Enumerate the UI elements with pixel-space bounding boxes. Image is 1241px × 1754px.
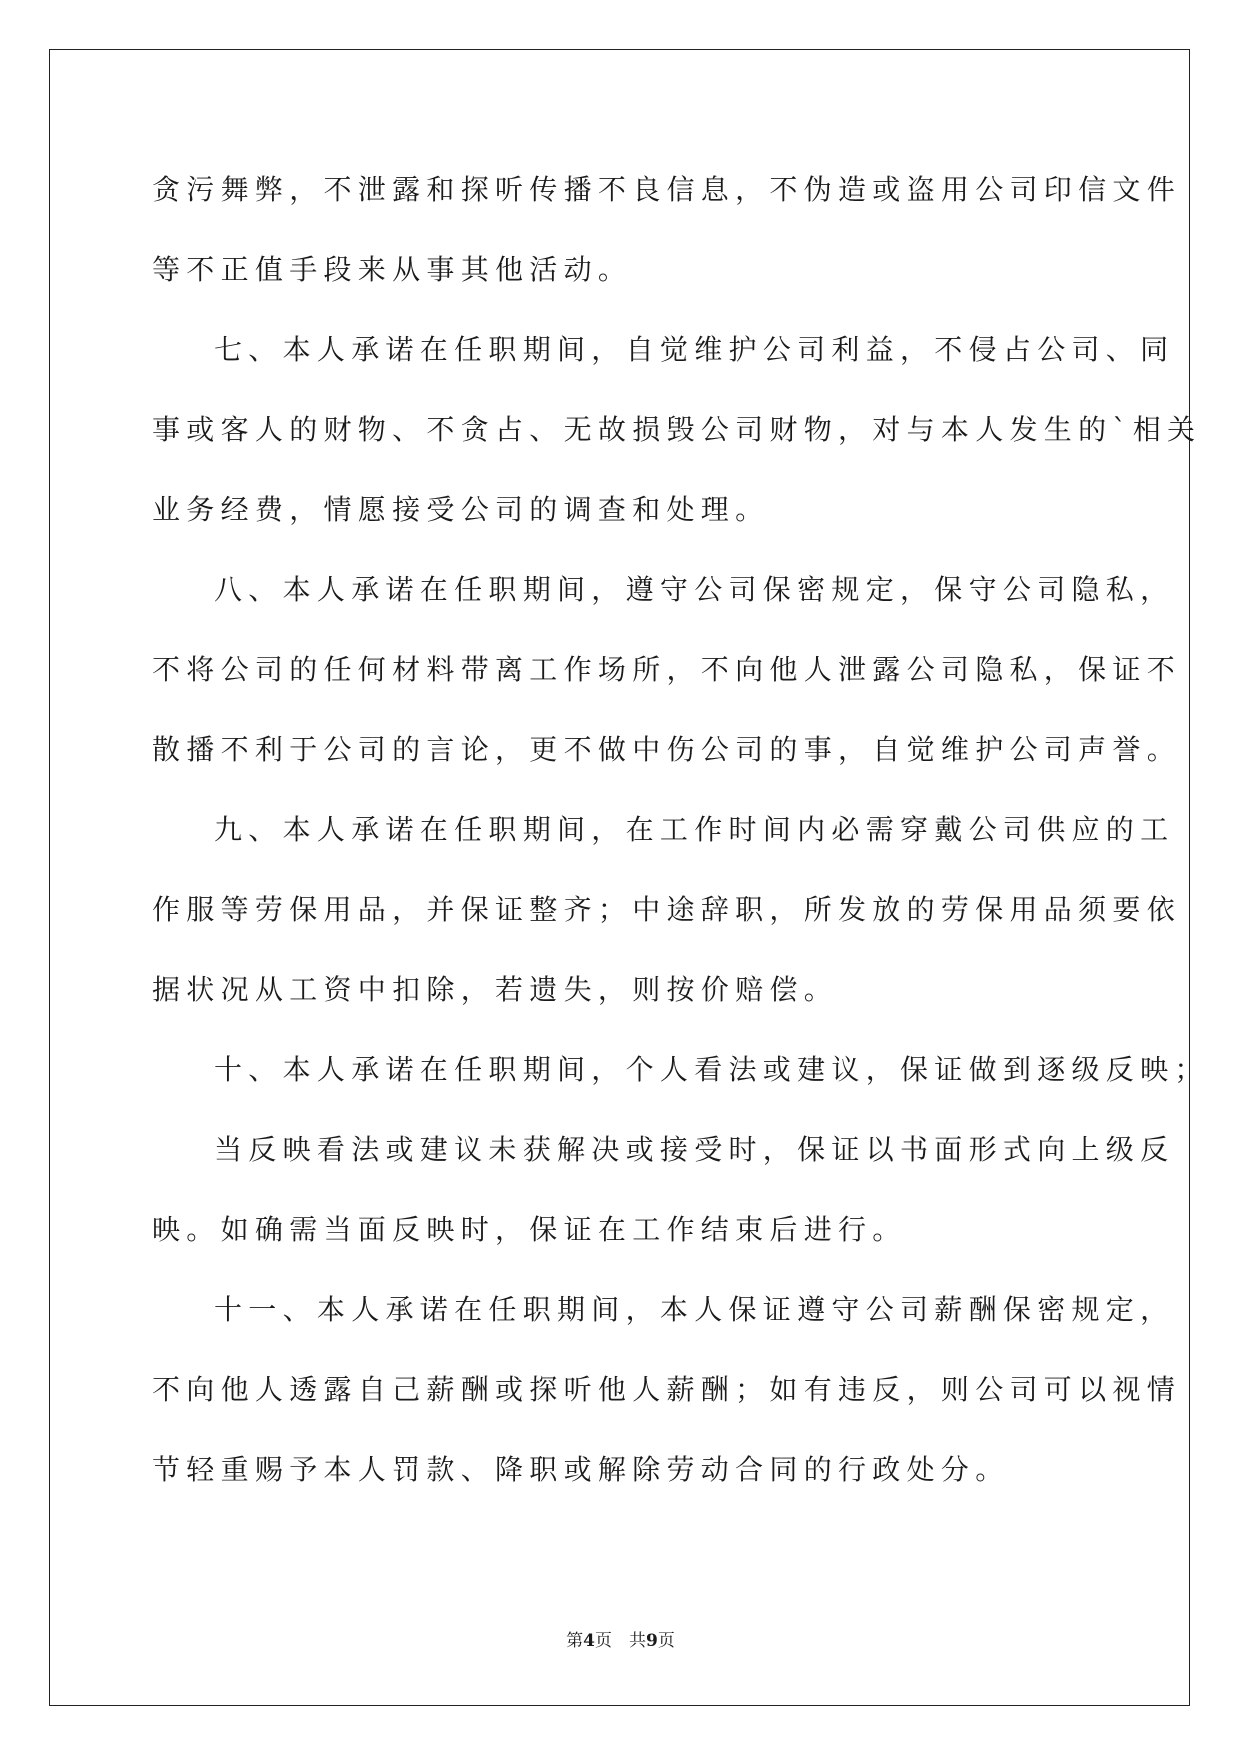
text-line: 贪污舞弊，不泄露和探听传播不良信息，不伪造或盗用公司印信文件 xyxy=(152,173,1182,206)
paragraph-10-start: 十、本人承诺在任职期间，个人看法或建议，保证做到逐级反映； xyxy=(214,1053,1209,1086)
total-pages-number: 9 xyxy=(646,1631,658,1651)
text-line: 不将公司的任何材料带离工作场所，不向他人泄露公司隐私，保证不 xyxy=(152,653,1182,686)
paragraph-10b-start: 当反映看法或建议未获解决或接受时，保证以书面形式向上级反 xyxy=(214,1133,1175,1166)
page-footer xyxy=(0,1630,1241,1652)
text-line: 等不正值手段来从事其他活动。 xyxy=(152,253,633,286)
paragraph-11-start: 十一、本人承诺在任职期间，本人保证遵守公司薪酬保密规定， xyxy=(214,1293,1175,1326)
paragraph-9-start: 九、本人承诺在任职期间，在工作时间内必需穿戴公司供应的工 xyxy=(214,813,1175,846)
footer-suffix: 页 xyxy=(657,1631,675,1651)
text-line: 事或客人的财物、不贪占、无故损毁公司财物，对与本人发生的`相关 xyxy=(152,413,1202,446)
text-line: 据状况从工资中扣除，若遗失，则按价赔偿。 xyxy=(152,973,839,1006)
text-line: 映。如确需当面反映时，保证在工作结束后进行。 xyxy=(152,1213,907,1246)
text-line: 散播不利于公司的言论，更不做中伤公司的事，自觉维护公司声誉。 xyxy=(152,733,1182,766)
text-line: 作服等劳保用品，并保证整齐；中途辞职，所发放的劳保用品须要依 xyxy=(152,893,1182,926)
footer-prefix: 第 xyxy=(566,1631,584,1651)
text-line: 节轻重赐予本人罚款、降职或解除劳动合同的行政处分。 xyxy=(152,1453,1010,1486)
text-line: 不向他人透露自己薪酬或探听他人薪酬；如有违反，则公司可以视情 xyxy=(152,1373,1182,1406)
text-line: 业务经费，情愿接受公司的调查和处理。 xyxy=(152,493,770,526)
footer-mid: 页 共 xyxy=(595,1631,646,1651)
paragraph-8-start: 八、本人承诺在任职期间，遵守公司保密规定，保守公司隐私， xyxy=(214,573,1175,606)
paragraph-7-start: 七、本人承诺在任职期间，自觉维护公司利益，不侵占公司、同 xyxy=(214,333,1175,366)
current-page-number: 4 xyxy=(583,1631,595,1651)
